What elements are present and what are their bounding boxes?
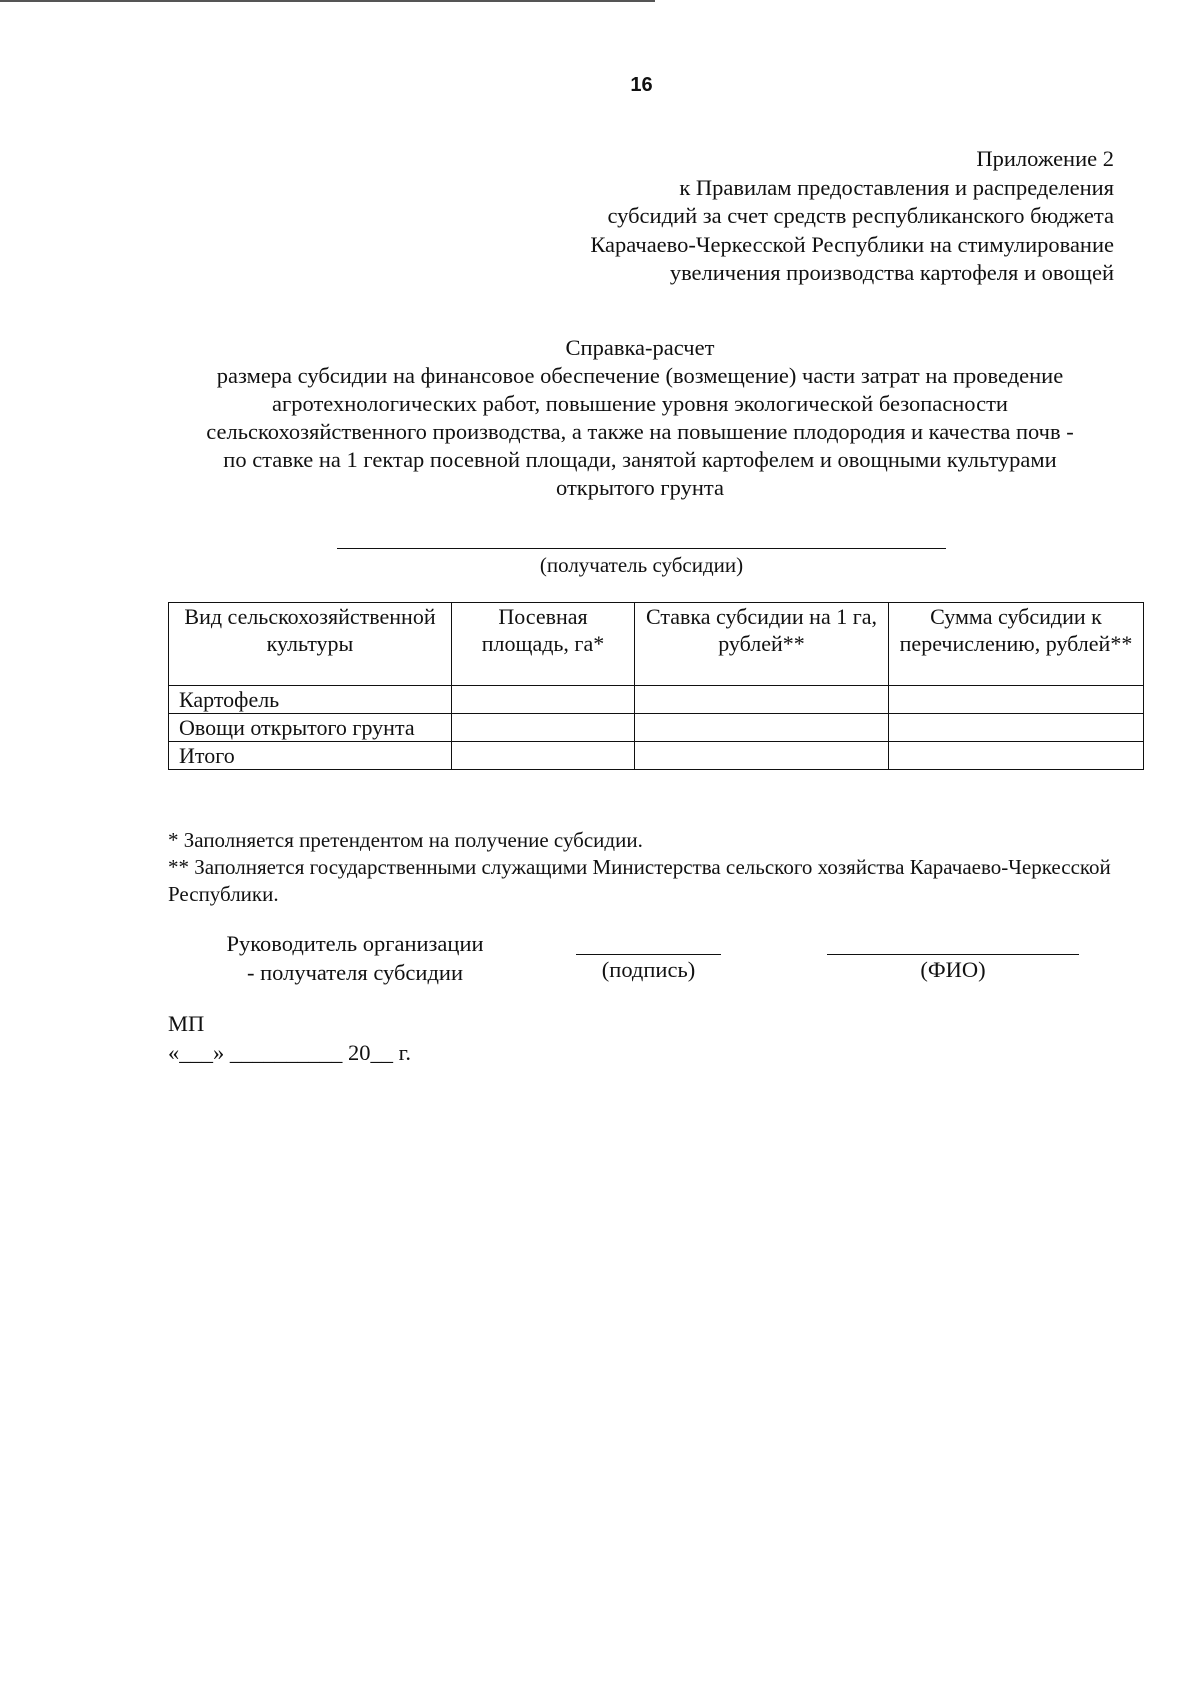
signature-blank-line[interactable] xyxy=(576,954,721,955)
page-number: 16 xyxy=(630,74,653,96)
recipient-blank-line[interactable] xyxy=(337,548,946,549)
header-rate: Ставка субсидии на 1 га, рублей** xyxy=(635,603,889,686)
row-label-potato: Картофель xyxy=(169,686,452,714)
cell-amount[interactable] xyxy=(889,742,1144,770)
appendix-header xyxy=(414,145,1114,288)
cell-area[interactable] xyxy=(452,714,635,742)
scan-edge-line xyxy=(0,0,655,2)
cell-area[interactable] xyxy=(452,742,635,770)
signature-caption: (подпись) xyxy=(601,957,696,982)
title-line: агротехнологических работ, повышение уровня экологической безопасности xyxy=(272,391,1008,416)
title-line: по ставке на 1 гектар посевной площади, занятой картофелем и овощными культурами xyxy=(223,447,1057,472)
footnote: ** Заполняется государственными служащими Министерства сельского хозяйства Карачаево-Черкесской Республики. xyxy=(168,855,1111,906)
stamp-place: МП xyxy=(168,1011,205,1036)
signer-role-line: - получателя субсидии xyxy=(247,960,463,985)
table-row xyxy=(169,686,1144,714)
cell-rate[interactable] xyxy=(635,742,889,770)
signer-role xyxy=(200,929,510,987)
recipient-caption: (получатель субсидии) xyxy=(539,553,744,577)
full-name-blank-line[interactable] xyxy=(827,954,1079,955)
signer-role-line: Руководитель организации xyxy=(226,931,484,956)
title-line: открытого грунта xyxy=(556,475,724,500)
header-crop-type: Вид сельскохозяйственной культуры xyxy=(169,603,452,686)
date-line: «___» __________ 20__ г. xyxy=(168,1040,411,1065)
cell-amount[interactable] xyxy=(889,714,1144,742)
table-row xyxy=(169,714,1144,742)
cell-rate[interactable] xyxy=(635,714,889,742)
header-amount: Сумма субсидии к перечислению, рублей** xyxy=(889,603,1144,686)
cell-rate[interactable] xyxy=(635,686,889,714)
subsidy-calculation-table xyxy=(168,602,1144,770)
appendix-line: Приложение 2 xyxy=(976,146,1114,171)
header-sown-area: Посевная площадь, га* xyxy=(452,603,635,686)
row-label-vegetables: Овощи открытого грунта xyxy=(169,714,452,742)
appendix-line: субсидий за счет средств республиканского бюджета xyxy=(607,203,1114,228)
title-heading: Справка-расчет xyxy=(565,335,715,360)
table-header-row xyxy=(169,603,1144,686)
appendix-line: Карачаево-Черкесской Республики на стимулирование xyxy=(590,231,1114,257)
appendix-line: увеличения производства картофеля и овощей xyxy=(669,260,1114,285)
footnote: * Заполняется претендентом на получение субсидии. xyxy=(168,828,643,852)
full-name-caption: (ФИО) xyxy=(920,957,986,982)
cell-amount[interactable] xyxy=(889,686,1144,714)
title-line: размера субсидии на финансовое обеспечение (возмещение) части затрат на проведение xyxy=(216,363,1064,388)
title-line: сельскохозяйственного производства, а также на повышение плодородия и качества почв - xyxy=(206,419,1074,444)
footnotes xyxy=(168,827,1128,908)
document-title xyxy=(140,334,1140,502)
table-row xyxy=(169,742,1144,770)
appendix-line: к Правилам предоставления и распределения xyxy=(679,174,1114,200)
row-label-total: Итого xyxy=(169,742,452,770)
cell-area[interactable] xyxy=(452,686,635,714)
